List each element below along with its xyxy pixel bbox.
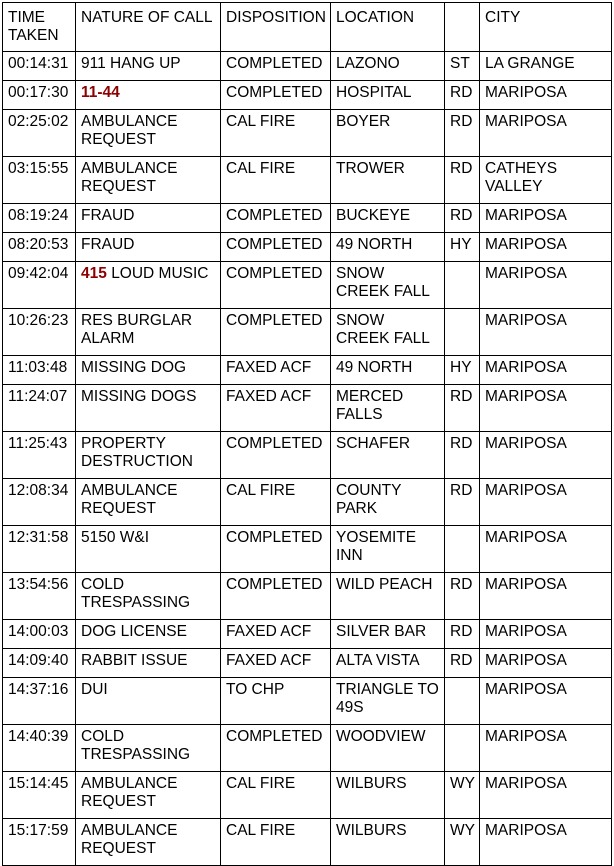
cell-city: MARIPOSA xyxy=(480,204,612,233)
cell-location: LAZONO xyxy=(331,52,445,81)
cell-city: MARIPOSA xyxy=(480,233,612,262)
cell-location: WILBURS xyxy=(331,772,445,819)
call-nature-text: AMBULANCE REQUEST xyxy=(81,160,178,195)
call-nature-text: FRAUD xyxy=(81,207,135,224)
cell-nature-of-call xyxy=(76,725,221,772)
cell-suffix xyxy=(445,725,480,772)
cell-location: SCHAFER xyxy=(331,432,445,479)
cell-city: CATHEYS VALLEY xyxy=(480,157,612,204)
cell-nature-of-call xyxy=(76,649,221,678)
cell-city: MARIPOSA xyxy=(480,649,612,678)
cell-nature-of-call xyxy=(76,573,221,620)
cell-nature-of-call xyxy=(76,432,221,479)
table-row xyxy=(3,204,612,233)
cell-disposition: FAXED ACF xyxy=(221,620,331,649)
cell-location: MERCED FALLS xyxy=(331,385,445,432)
cell-disposition: CAL FIRE xyxy=(221,819,331,866)
cell-nature-of-call xyxy=(76,356,221,385)
cell-disposition: COMPLETED xyxy=(221,432,331,479)
cell-suffix: WY xyxy=(445,819,480,866)
call-log-table xyxy=(2,2,612,866)
cell-disposition: COMPLETED xyxy=(221,725,331,772)
cell-nature-of-call xyxy=(76,262,221,309)
cell-city: MARIPOSA xyxy=(480,309,612,356)
cell-suffix: RD xyxy=(445,649,480,678)
header-nature-of-call: NATURE OF CALL xyxy=(76,3,221,52)
table-row xyxy=(3,526,612,573)
cell-city: MARIPOSA xyxy=(480,573,612,620)
call-nature-text: FRAUD xyxy=(81,236,135,253)
call-nature-text: AMBULANCE REQUEST xyxy=(81,113,178,148)
call-nature-text: AMBULANCE REQUEST xyxy=(81,822,178,857)
cell-nature-of-call xyxy=(76,157,221,204)
call-code: 415 xyxy=(81,265,107,282)
cell-suffix xyxy=(445,526,480,573)
table-row xyxy=(3,52,612,81)
cell-suffix: RD xyxy=(445,573,480,620)
cell-suffix xyxy=(445,678,480,725)
cell-suffix: RD xyxy=(445,110,480,157)
cell-disposition: CAL FIRE xyxy=(221,157,331,204)
call-nature-text: COLD TRESPASSING xyxy=(81,728,191,763)
cell-city: MARIPOSA xyxy=(480,819,612,866)
cell-disposition: COMPLETED xyxy=(221,526,331,573)
cell-time-taken: 14:37:16 xyxy=(3,678,76,725)
call-nature-text: RES BURGLAR ALARM xyxy=(81,312,193,347)
table-row xyxy=(3,772,612,819)
cell-suffix: RD xyxy=(445,385,480,432)
table-row xyxy=(3,262,612,309)
cell-time-taken: 12:08:34 xyxy=(3,479,76,526)
table-row xyxy=(3,432,612,479)
cell-location: SNOW CREEK FALL xyxy=(331,309,445,356)
call-nature-text: LOUD MUSIC xyxy=(111,265,209,282)
cell-city: MARIPOSA xyxy=(480,678,612,725)
cell-disposition: FAXED ACF xyxy=(221,385,331,432)
cell-nature-of-call xyxy=(76,309,221,356)
cell-suffix: ST xyxy=(445,52,480,81)
cell-suffix xyxy=(445,262,480,309)
table-row xyxy=(3,573,612,620)
header-row xyxy=(3,3,612,52)
cell-location: BOYER xyxy=(331,110,445,157)
cell-time-taken: 09:42:04 xyxy=(3,262,76,309)
cell-nature-of-call xyxy=(76,526,221,573)
cell-nature-of-call xyxy=(76,204,221,233)
cell-time-taken: 14:09:40 xyxy=(3,649,76,678)
cell-disposition: CAL FIRE xyxy=(221,772,331,819)
cell-time-taken: 00:14:31 xyxy=(3,52,76,81)
cell-location: 49 NORTH xyxy=(331,233,445,262)
cell-time-taken: 15:17:59 xyxy=(3,819,76,866)
cell-city: MARIPOSA xyxy=(480,772,612,819)
table-row xyxy=(3,620,612,649)
cell-suffix: HY xyxy=(445,233,480,262)
cell-time-taken: 00:17:30 xyxy=(3,81,76,110)
cell-time-taken: 12:31:58 xyxy=(3,526,76,573)
cell-city: MARIPOSA xyxy=(480,432,612,479)
cell-nature-of-call xyxy=(76,620,221,649)
cell-time-taken: 11:03:48 xyxy=(3,356,76,385)
call-nature-text: AMBULANCE REQUEST xyxy=(81,775,178,810)
table-row xyxy=(3,479,612,526)
call-nature-text: RABBIT ISSUE xyxy=(81,652,188,669)
cell-suffix: RD xyxy=(445,479,480,526)
cell-city: MARIPOSA xyxy=(480,385,612,432)
call-nature-text: PROPERTY DESTRUCTION xyxy=(81,435,193,470)
header-city: CITY xyxy=(480,3,612,52)
table-row xyxy=(3,725,612,772)
cell-location: BUCKEYE xyxy=(331,204,445,233)
cell-disposition: FAXED ACF xyxy=(221,649,331,678)
cell-nature-of-call xyxy=(76,233,221,262)
cell-suffix: RD xyxy=(445,81,480,110)
cell-nature-of-call xyxy=(76,52,221,81)
call-nature-text: MISSING DOGS xyxy=(81,388,197,405)
call-nature-text: AMBULANCE REQUEST xyxy=(81,482,178,517)
cell-disposition: CAL FIRE xyxy=(221,110,331,157)
cell-time-taken: 03:15:55 xyxy=(3,157,76,204)
cell-city: MARIPOSA xyxy=(480,725,612,772)
cell-disposition: TO CHP xyxy=(221,678,331,725)
table-row xyxy=(3,649,612,678)
table-row xyxy=(3,233,612,262)
cell-suffix xyxy=(445,309,480,356)
cell-nature-of-call xyxy=(76,479,221,526)
cell-time-taken: 08:20:53 xyxy=(3,233,76,262)
call-nature-text: COLD TRESPASSING xyxy=(81,576,191,611)
call-nature-text: 5150 W&I xyxy=(81,529,150,546)
table-row xyxy=(3,678,612,725)
cell-city: MARIPOSA xyxy=(480,81,612,110)
cell-location: HOSPITAL xyxy=(331,81,445,110)
cell-disposition: COMPLETED xyxy=(221,573,331,620)
cell-location: WILBURS xyxy=(331,819,445,866)
cell-location: ALTA VISTA xyxy=(331,649,445,678)
cell-disposition: COMPLETED xyxy=(221,52,331,81)
cell-time-taken: 15:14:45 xyxy=(3,772,76,819)
cell-time-taken: 13:54:56 xyxy=(3,573,76,620)
cell-time-taken: 08:19:24 xyxy=(3,204,76,233)
cell-location: TROWER xyxy=(331,157,445,204)
cell-city: MARIPOSA xyxy=(480,526,612,573)
header-location: LOCATION xyxy=(331,3,445,52)
call-nature-text: MISSING DOG xyxy=(81,359,187,376)
cell-disposition: COMPLETED xyxy=(221,204,331,233)
cell-city: MARIPOSA xyxy=(480,356,612,385)
table-row xyxy=(3,356,612,385)
cell-suffix: RD xyxy=(445,157,480,204)
cell-city: MARIPOSA xyxy=(480,262,612,309)
table-row xyxy=(3,81,612,110)
cell-city: LA GRANGE xyxy=(480,52,612,81)
cell-city: MARIPOSA xyxy=(480,479,612,526)
header-time-taken: TIME TAKEN xyxy=(3,3,76,52)
cell-disposition: FAXED ACF xyxy=(221,356,331,385)
cell-suffix: RD xyxy=(445,620,480,649)
cell-disposition: CAL FIRE xyxy=(221,479,331,526)
header-disposition: DISPOSITION xyxy=(221,3,331,52)
header-suffix xyxy=(445,3,480,52)
cell-time-taken: 11:25:43 xyxy=(3,432,76,479)
cell-nature-of-call xyxy=(76,385,221,432)
call-nature-text: DUI xyxy=(81,681,108,698)
cell-location: WOODVIEW xyxy=(331,725,445,772)
cell-nature-of-call xyxy=(76,110,221,157)
cell-time-taken: 14:00:03 xyxy=(3,620,76,649)
cell-location: TRIANGLE TO 49S xyxy=(331,678,445,725)
table-row xyxy=(3,385,612,432)
table-row xyxy=(3,309,612,356)
cell-disposition: COMPLETED xyxy=(221,309,331,356)
cell-nature-of-call xyxy=(76,819,221,866)
cell-city: MARIPOSA xyxy=(480,620,612,649)
cell-location: 49 NORTH xyxy=(331,356,445,385)
cell-disposition: COMPLETED xyxy=(221,233,331,262)
cell-time-taken: 02:25:02 xyxy=(3,110,76,157)
cell-city: MARIPOSA xyxy=(480,110,612,157)
call-nature-text: DOG LICENSE xyxy=(81,623,187,640)
table-row xyxy=(3,110,612,157)
table-row xyxy=(3,157,612,204)
cell-location: YOSEMITE INN xyxy=(331,526,445,573)
call-nature-text: 911 HANG UP xyxy=(81,55,181,72)
cell-time-taken: 14:40:39 xyxy=(3,725,76,772)
cell-time-taken: 10:26:23 xyxy=(3,309,76,356)
cell-nature-of-call xyxy=(76,772,221,819)
cell-disposition: COMPLETED xyxy=(221,262,331,309)
cell-time-taken: 11:24:07 xyxy=(3,385,76,432)
cell-location: WILD PEACH xyxy=(331,573,445,620)
call-log-body xyxy=(3,52,612,866)
cell-suffix: HY xyxy=(445,356,480,385)
cell-suffix: RD xyxy=(445,204,480,233)
cell-location: SNOW CREEK FALL xyxy=(331,262,445,309)
table-row xyxy=(3,819,612,866)
cell-location: COUNTY PARK xyxy=(331,479,445,526)
cell-nature-of-call xyxy=(76,81,221,110)
cell-location: SILVER BAR xyxy=(331,620,445,649)
cell-disposition: COMPLETED xyxy=(221,81,331,110)
cell-nature-of-call xyxy=(76,678,221,725)
call-code: 11-44 xyxy=(81,84,120,101)
cell-suffix: WY xyxy=(445,772,480,819)
cell-suffix: RD xyxy=(445,432,480,479)
